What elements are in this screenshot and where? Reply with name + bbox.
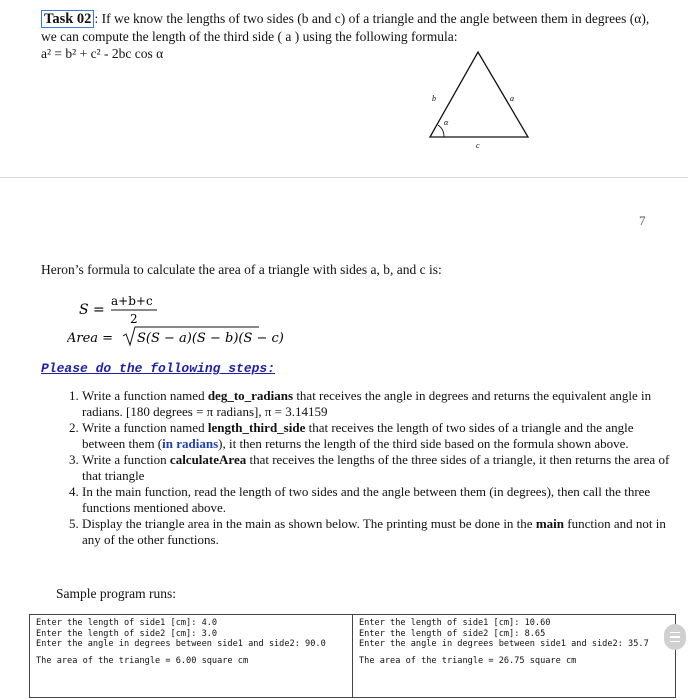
main-bold: main [535,516,564,531]
fn-deg-to-radians: deg_to_radians [207,388,294,403]
sample-runs-title: Sample program runs: [56,586,176,601]
heron-formula [67,292,327,352]
side-b-label: b [432,94,436,103]
step-2: 2. Write a function named length_third_side that receives the length of two sides of a triangle and the angle between them (in radians), it then returns the length of the third side based on the formula shown above. [82,420,672,451]
task-description: Task 02 : If we know the lengths of two sides (b and c) of a triangle and the angle between them in degrees (α), we can compute the length of the third side ( a ) using the following formula: [41,11,650,44]
side-a-label: a [510,94,514,103]
step-4: 4. In the main function, read the length of two sides and the angle between them (in degrees), then call the three functions mentioned above. [82,484,672,515]
triangle-diagram [420,40,540,150]
sample-run-2: Enter the length of side1 [cm]: 10.60 Enter the length of side2 [cm]: 8.65 Enter the angle in degrees between side1 and side2: 35.7 The area of the triangle = 26.75 square cm [352,615,675,697]
sample-run-1: Enter the length of side1 [cm]: 4.0 Enter the length of side2 [cm]: 3.0 Enter the angle in degrees between side1 and side2: 90.0 The area of the triangle = 6.00 square cm [36,618,326,666]
task-label: Task 02 [41,10,94,28]
s-lhs: S = [79,302,105,318]
page-divider [0,177,688,178]
area-rhs: S(S − a)(S − b)(S − c) [137,331,284,346]
steps-list [60,388,672,548]
law-of-cosines-formula: a² = b² + c² - 2bc cos α [41,46,164,61]
step-1: 1. Write a function named deg_to_radians that receives the angle in degrees and returns the equivalent angle in radians. [180 degrees = π radians], π = 3.14159 [82,388,672,419]
sample-runs-table [29,614,676,698]
step-5: 5. Display the triangle area in the main as shown below. The printing must be done in the main function and not in any of the other functions. [82,516,672,547]
task-intro: If we know the lengths of two sides (b and c) of a triangle and the angle between them in degrees (α), we can compute the length of the third side ( a ) using the following formula: [41,11,650,44]
previous-page [0,0,688,177]
fn-calculate-area: calculateArea [169,452,247,467]
page-number: 7 [639,213,646,228]
side-c-label: c [476,141,480,150]
scroll-handle-icon[interactable] [664,624,686,650]
s-denominator: 2 [130,312,138,326]
step-3: 3. Write a function calculateArea that receives the lengths of the three sides of a triangle, it then returns the area of that triangle [82,452,672,483]
area-lhs: Area = [67,331,114,346]
s-numerator: a+b+c [111,294,153,308]
steps-title: Please do the following steps: [41,361,276,376]
in-radians-highlight: in radians [162,435,219,451]
fn-length-third-side: length_third_side [207,420,306,435]
alpha-label: α [444,118,449,127]
heron-intro: Heron’s formula to calculate the area of a triangle with sides a, b, and c is: [41,262,442,277]
